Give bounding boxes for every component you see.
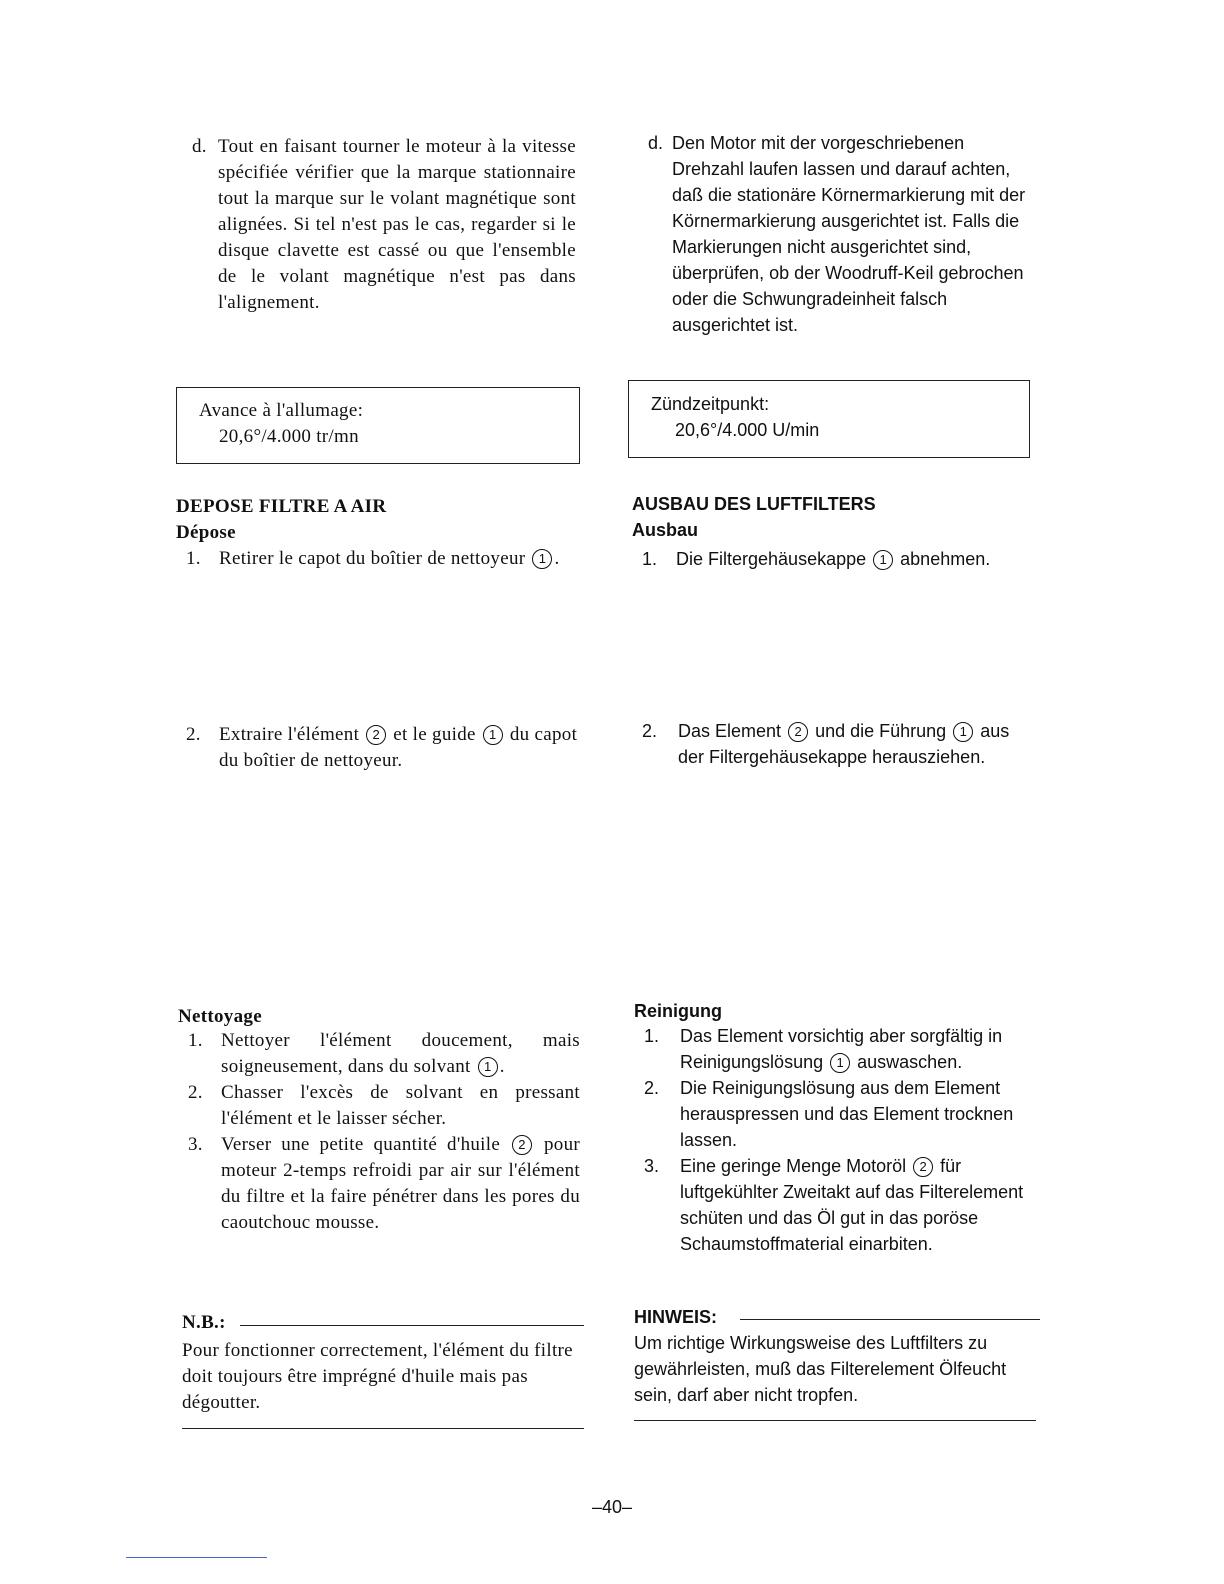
de-removal-1-b: abnehmen. bbox=[900, 549, 991, 569]
fr-clean-step-2 bbox=[188, 1080, 580, 1132]
fr-note-text: Pour fonctionner correctement, l'élément du filtre doit toujours être imprégné d'huile mais pas dégoutter. bbox=[182, 1340, 573, 1413]
fr-clean-3-b: pour moteur 2-temps refroidi par air sur l'élément du filtre et la faire pénétrer dans les pores du caoutchouc mousse. bbox=[221, 1134, 580, 1233]
fr-removal-2-num: 2. bbox=[186, 724, 201, 745]
ref-marker-icon: 2 bbox=[913, 1157, 933, 1177]
de-clean-3-a: Eine geringe Menge Motoröl bbox=[680, 1156, 907, 1176]
fr-spec-label: Avance à l'allumage: bbox=[199, 400, 364, 421]
de-clean-step-1 bbox=[644, 1023, 1038, 1075]
fr-removal-1-num: 1. bbox=[186, 548, 201, 569]
fr-removal-2-b: et le guide bbox=[393, 724, 476, 745]
de-removal-title: Ausbau bbox=[632, 520, 699, 540]
de-removal-2-a: Das Element bbox=[678, 721, 782, 741]
ref-marker-icon: 2 bbox=[512, 1135, 532, 1155]
fr-clean-step-1 bbox=[188, 1028, 580, 1080]
fr-removal-1-text: Retirer le capot du boîtier de nettoyeur bbox=[219, 548, 526, 569]
fr-note-rule-bottom bbox=[182, 1428, 584, 1429]
fr-section-title: DEPOSE FILTRE A AIR bbox=[176, 496, 387, 517]
fr-clean-1-num: 1. bbox=[188, 1030, 203, 1051]
fr-clean-2-num: 2. bbox=[188, 1082, 203, 1103]
fr-cleaning-title: Nettoyage bbox=[178, 1006, 262, 1027]
fr-step-d-label: d. bbox=[192, 136, 207, 157]
de-clean-3-body bbox=[680, 1153, 1038, 1257]
de-removal-step-1 bbox=[642, 546, 1032, 572]
ref-marker-icon: 1 bbox=[532, 549, 552, 569]
de-cleaning-title: Reinigung bbox=[634, 1001, 722, 1021]
fr-clean-step-3 bbox=[188, 1132, 580, 1236]
ref-marker-icon: 1 bbox=[830, 1053, 850, 1073]
fr-clean-3-a: Verser une petite quantité d'huile bbox=[221, 1134, 501, 1155]
de-step-d-label: d. bbox=[648, 133, 664, 153]
de-clean-1-body bbox=[680, 1023, 1038, 1075]
ref-marker-icon: 2 bbox=[788, 722, 808, 742]
de-clean-1-a: Das Element vorsichtig aber sorgfältig in Reinigungslösung bbox=[680, 1026, 1003, 1072]
page-number: –40– bbox=[591, 1497, 633, 1517]
de-clean-3-b: für luftgekühlter Zweitakt auf das Filterelement schüten und das Öl gut in das poröse Schaumstoffmaterial einarbiten. bbox=[680, 1156, 1024, 1254]
fr-removal-step-2 bbox=[186, 722, 578, 774]
de-clean-step-3 bbox=[644, 1153, 1038, 1257]
de-step-d bbox=[648, 130, 1030, 338]
fr-removal-step-1 bbox=[186, 546, 578, 572]
de-removal-1-num: 1. bbox=[642, 549, 658, 569]
de-removal-1-body bbox=[676, 546, 1032, 572]
fr-removal-2-a: Extraire l'élément bbox=[219, 724, 360, 745]
fr-clean-3-num: 3. bbox=[188, 1134, 203, 1155]
de-step-d-text: Den Motor mit der vorgeschriebenen Drehzahl laufen lassen und darauf achten, daß die stationäre Körnermarkierung mit der Körnermarkierung ausgerichtet ist. Falls die Markierungen nicht ausgerichtet sind, überprüfen, ob der Woodruff-Keil gebrochen oder die Schwungradeinheit falsch ausgerichtet ist. bbox=[672, 133, 1026, 335]
fr-removal-2-c: du capot du boîtier de nettoyeur. bbox=[219, 724, 578, 771]
fr-note-rule-top bbox=[240, 1325, 584, 1326]
ref-marker-icon: 1 bbox=[483, 725, 503, 745]
de-removal-2-b: und die Führung bbox=[815, 721, 947, 741]
de-removal-step-2 bbox=[642, 718, 1034, 770]
fr-note-title: N.B.: bbox=[182, 1312, 226, 1333]
de-removal-2-body bbox=[678, 718, 1034, 770]
fr-removal-2-body bbox=[219, 722, 578, 774]
fr-clean-1-body bbox=[221, 1028, 580, 1080]
ref-marker-icon: 1 bbox=[953, 722, 973, 742]
de-removal-2-c: aus der Filtergehäusekappe herausziehen. bbox=[678, 721, 1010, 767]
ref-marker-icon: 1 bbox=[478, 1057, 498, 1077]
fr-removal-1-end: . bbox=[554, 548, 560, 569]
de-clean-3-num: 3. bbox=[644, 1156, 660, 1176]
ref-marker-icon: 2 bbox=[366, 725, 386, 745]
de-clean-2-num: 2. bbox=[644, 1078, 660, 1098]
de-clean-1-num: 1. bbox=[644, 1026, 660, 1046]
de-removal-1-a: Die Filtergehäusekappe bbox=[676, 549, 867, 569]
fr-removal-1-body bbox=[219, 546, 578, 572]
fr-clean-3-body bbox=[221, 1132, 580, 1236]
fr-clean-1-end: . bbox=[499, 1056, 505, 1077]
de-section-title: AUSBAU DES LUFTFILTERS bbox=[632, 494, 876, 514]
de-spec-label: Zündzeitpunkt: bbox=[651, 394, 770, 414]
de-note-rule-top bbox=[740, 1319, 1040, 1320]
de-clean-1-b: auswaschen. bbox=[857, 1052, 963, 1072]
de-clean-step-2 bbox=[644, 1075, 1038, 1153]
fr-spec-value: 20,6°/4.000 tr/mn bbox=[219, 426, 359, 447]
de-note-title: HINWEIS: bbox=[634, 1307, 717, 1327]
de-clean-2-text: Die Reinigungslösung aus dem Element herauspressen und das Element trocknen lassen. bbox=[680, 1078, 1014, 1150]
de-spec-value: 20,6°/4.000 U/min bbox=[675, 420, 820, 440]
de-removal-2-num: 2. bbox=[642, 721, 658, 741]
footer-rule bbox=[126, 1557, 267, 1558]
fr-clean-1-text: Nettoyer l'élément doucement, mais soigneusement, dans du solvant bbox=[221, 1030, 580, 1077]
fr-step-d-text: Tout en faisant tourner le moteur à la vitesse spécifiée vérifier que la marque stationnaire tout la marque sur le volant magnétique sont alignées. Si tel n'est pas le cas, regarder si le disque clavette est cassé ou que l'ensemble de le volant magnétique n'est pas dans l'alignement. bbox=[218, 136, 576, 313]
fr-removal-title: Dépose bbox=[176, 522, 236, 543]
de-note-rule-bottom bbox=[634, 1420, 1036, 1421]
de-spec-box bbox=[628, 380, 1030, 458]
fr-clean-2-text: Chasser l'excès de solvant en pressant l'élément et le laisser sécher. bbox=[221, 1082, 580, 1129]
fr-step-d bbox=[192, 134, 576, 316]
ref-marker-icon: 1 bbox=[873, 550, 893, 570]
fr-spec-box bbox=[176, 387, 580, 464]
de-note-text: Um richtige Wirkungsweise des Luftfilters zu gewährleisten, muß das Filterelement Ölfeucht sein, darf aber nicht tropfen. bbox=[634, 1333, 1007, 1405]
